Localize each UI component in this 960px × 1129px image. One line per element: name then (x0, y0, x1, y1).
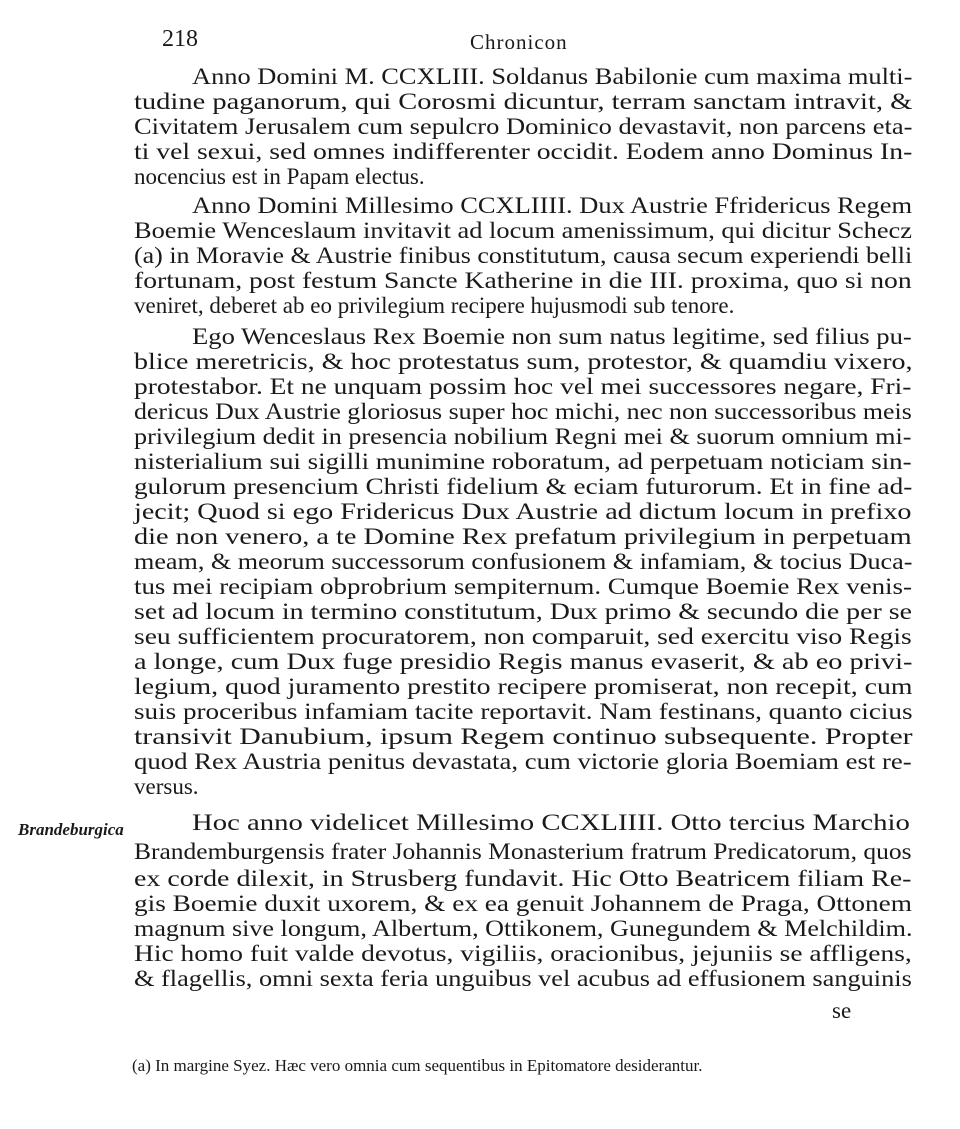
text-line: ti vel sexui, sed omnes indifferenter occidit. Eodem anno Dominus In- (134, 139, 913, 164)
text-line: gis Boemie duxit uxorem, & ex ea genuit Johannem de Praga, Ottonem (134, 891, 912, 916)
text-line: protestabor. Et ne unquam possim hoc vel mei successores negare, Fri- (134, 374, 912, 399)
text-line: & flagellis, omni sexta feria unguibus vel acubus ad effusionem sanguinis (134, 966, 912, 991)
text-line: Boemie Wenceslaum invitavit ad locum amenissimum, qui dicitur Schecz (134, 218, 912, 243)
text-line: set ad locum in termino constitutum, Dux primo & secundo die per se (134, 599, 912, 624)
text-line: jecit; Quod si ego Fridericus Dux Austrie ad dictum locum in prefixo (134, 499, 912, 524)
text-line: dericus Dux Austrie gloriosus super hoc michi, nec non successoribus meis (134, 399, 912, 424)
text-line: die non venero, a te Domine Rex prefatum privilegium in perpetuam (134, 524, 912, 549)
text-line: seu sufficientem procuratorem, non comparuit, sed exercitu viso Regis (134, 624, 912, 649)
text-line: blice meretricis, & hoc protestatus sum, protestor, & quamdiu vixero, (134, 349, 913, 374)
text-line: Ego Wenceslaus Rex Boemie non sum natus legitime, sed filius pu- (192, 324, 912, 349)
text-line: legium, quod juramento prestito recipere promiserat, non recepit, cum (134, 674, 913, 699)
text-line: transivit Danubium, ipsum Regem continuo subsequente. Propter (134, 724, 913, 749)
text-line: ex corde dilexit, in Strusberg fundavit. Hic Otto Beatricem filiam Re- (134, 866, 912, 891)
footnote: (a) In margine Syez. Hæc vero omnia cum sequentibus in Epitomatore desiderantur. (132, 1056, 703, 1075)
text-line: privilegium dedit in presencia nobilium Regni mei & suorum omnium mi- (134, 424, 912, 449)
text-line: nisterialium sui sigilli munimine roboratum, ad perpetuam noticiam sin- (134, 449, 912, 474)
text-line: Brandemburgensis frater Johannis Monasterium fratrum Predicatorum, quos (134, 839, 912, 864)
catchword: se (832, 998, 852, 1023)
page-number: 218 (162, 26, 198, 52)
text-line: (a) in Moravie & Austrie finibus constitutum, causa secum experiendi belli (134, 243, 913, 268)
text-line: tus mei recipiam obprobrium sempiternum. Cumque Boemie Rex venis- (134, 574, 912, 599)
running-title: Chronicon (470, 30, 568, 54)
text-line: magnum sive longum, Albertum, Ottikonem, Gunegundem & Melchildim. (134, 916, 913, 941)
text-line: fortunam, post festum Sancte Katherine in die III. proxima, quo si non (134, 268, 912, 293)
text-line: versus. (134, 774, 199, 799)
text-line: Anno Domini M. CCXLIII. Soldanus Babilonie cum maxima multi- (192, 64, 913, 89)
text-line: quod Rex Austria penitus devastata, cum victorie gloria Boemiam est re- (134, 749, 912, 774)
text-line: suis proceribus infamiam tacite reportavit. Nam festinans, quanto cicius (134, 699, 913, 724)
margin-note: Brandeburgica (18, 820, 124, 839)
text-line: Hoc anno videlicet Millesimo CCXLIIII. Otto tercius Marchio (192, 810, 910, 835)
text-line: a longe, cum Dux fuge presidio Regis manus evaserit, & ab eo privi- (134, 649, 913, 674)
text-line: meam, & meorum successorum confusionem & infamiam, & tocius Duca- (134, 549, 913, 574)
text-line: Hic homo fuit valde devotus, vigiliis, oracionibus, jejuniis se affligens, (134, 941, 912, 966)
text-line: tudine paganorum, qui Corosmi dicuntur, terram sanctam intravit, & (134, 89, 913, 114)
text-line: veniret, deberet ab eo privilegium recipere hujusmodi sub tenore. (134, 293, 735, 318)
text-line: nocencius est in Papam electus. (134, 164, 425, 189)
text-line: Anno Domini Millesimo CCXLIIII. Dux Austrie Ffridericus Regem (192, 193, 913, 218)
text-line: gulorum presencium Christi fidelium & eciam futurorum. Et in fine ad- (134, 474, 913, 499)
text-line: Civitatem Jerusalem cum sepulcro Dominico devastavit, non parcens eta- (134, 114, 913, 139)
